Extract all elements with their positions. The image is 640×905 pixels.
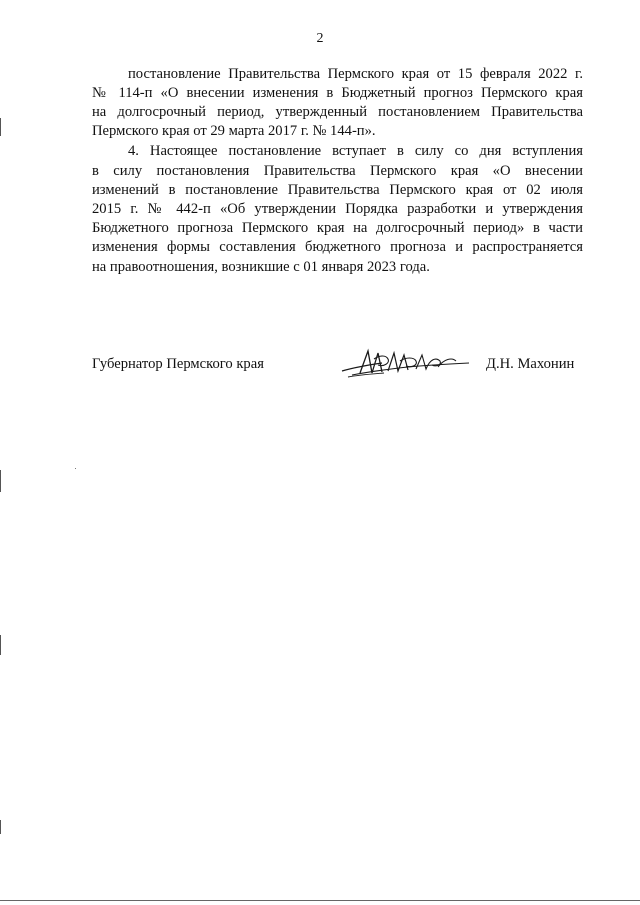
paragraph-1-line-2: № 114-п «О внесении изменения в Бюджетный прогноз Пермского края [92,85,583,101]
paragraph-1-line-4: Пермского края от 29 марта 2017 г. № 144-п». [92,123,376,139]
paragraph-2-line-7: на правоотношения, возникшие с 01 января 2023 года. [92,259,430,275]
paragraph-2-line-1: 4. Настоящее постановление вступает в силу со дня вступления [128,143,583,159]
paragraph-1-line-1: постановление Правительства Пермского края от 15 февраля 2022 г. [128,66,583,82]
scan-edge-mark [0,820,1,834]
signatory-name: Д.Н. Махонин [486,356,575,372]
scan-edge-mark [0,635,1,655]
paragraph-2-line-6: изменения формы составления бюджетного прогноза и распространяется [92,239,583,255]
handwritten-signature [338,345,473,381]
scan-bottom-edge [0,900,640,901]
scan-speck [75,468,76,469]
scan-edge-mark [0,470,1,492]
paragraph-1-line-3: на долгосрочный период, утвержденный постановлением Правительства [92,104,583,120]
page-number: 2 [316,31,324,46]
signatory-position: Губернатор Пермского края [92,356,264,372]
paragraph-2-line-5: Бюджетного прогноза Пермского края на долгосрочный период» в части [92,220,583,236]
paragraph-2-line-4: 2015 г. № 442-п «Об утверждении Порядка разработки и утверждения [92,201,583,217]
paragraph-2-line-2: в силу постановления Правительства Пермского края «О внесении [92,163,583,179]
scan-edge-mark [0,118,1,136]
paragraph-2-line-3: изменений в постановление Правительства Пермского края от 02 июля [92,182,583,198]
